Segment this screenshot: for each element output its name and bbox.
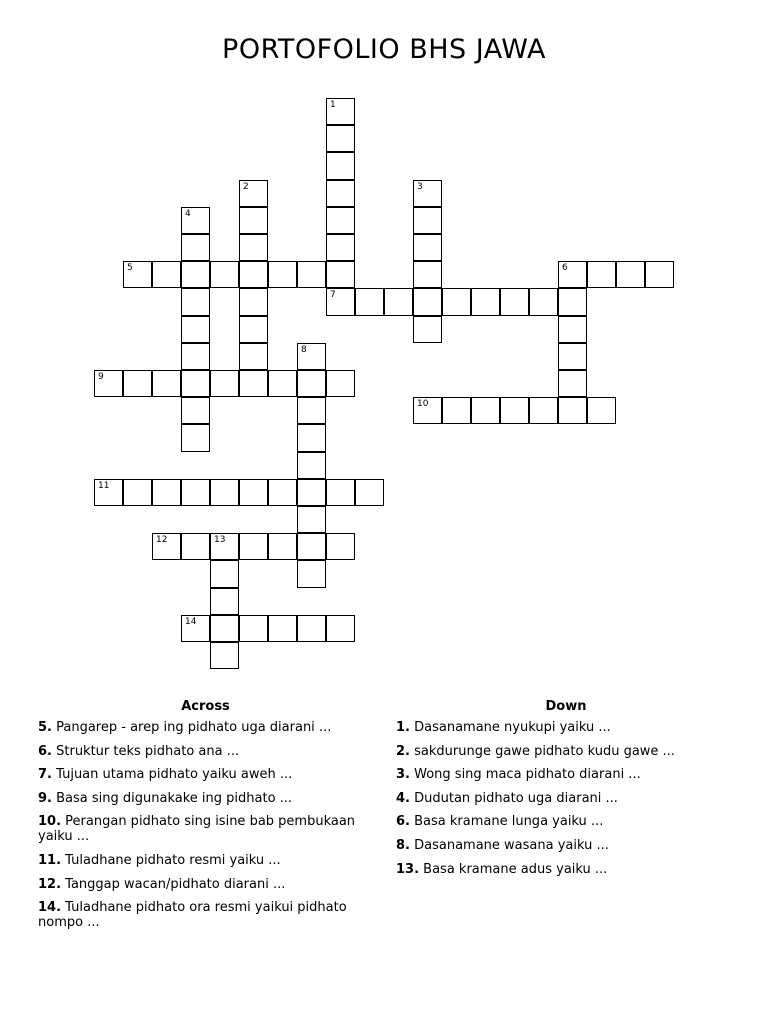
grid-cell[interactable] [239,180,268,207]
clue-down-3 [396,767,736,782]
grid-cell[interactable] [210,533,239,560]
clue-across-12 [38,877,373,892]
grid-cell[interactable] [413,316,442,343]
grid-cell[interactable] [239,533,268,560]
grid-cell[interactable] [239,479,268,506]
grid-cell[interactable] [558,370,587,397]
grid-cell[interactable] [326,207,355,234]
grid-cell[interactable] [384,288,413,315]
grid-cell[interactable] [326,125,355,152]
clue-across-7 [38,767,373,782]
clue-number: 8. [396,837,410,853]
cell-number: 2 [243,181,249,192]
grid-cell[interactable] [442,288,471,315]
grid-cell[interactable] [587,261,616,288]
grid-cell[interactable] [181,615,210,642]
grid-cell[interactable] [326,533,355,560]
grid-cell[interactable] [94,479,123,506]
grid-cell[interactable] [326,152,355,179]
clue-number: 6. [38,743,52,759]
clue-number: 13. [396,861,420,877]
grid-cell[interactable] [181,397,210,424]
grid-cell[interactable] [558,316,587,343]
grid-cell[interactable] [123,370,152,397]
grid-cell[interactable] [413,234,442,261]
grid-cell[interactable] [558,343,587,370]
down-heading: Down [545,699,587,714]
clue-down-2 [396,744,736,759]
cell-number: 1 [330,100,336,110]
grid-cell[interactable] [239,261,268,288]
cell-number: 6 [562,263,568,274]
cell-number: 7 [330,290,336,301]
cell-number: 13 [214,535,226,546]
clue-text: Tuladhane pidhato resmi yaiku ... [65,852,281,868]
grid-cell[interactable] [152,261,181,288]
clue-text: Basa kramane lunga yaiku ... [414,814,604,830]
grid-cell[interactable] [297,452,326,479]
grid-cell[interactable] [355,288,384,315]
grid-cell[interactable] [413,288,442,315]
grid-cell[interactable] [326,234,355,261]
clue-number: 12. [38,876,62,892]
clue-text: Tanggap wacan/pidhato diarani ... [65,876,286,892]
grid-cell[interactable] [210,479,239,506]
grid-cell[interactable] [558,288,587,315]
grid-cell[interactable] [558,261,587,288]
grid-cell[interactable] [210,560,239,587]
grid-cell[interactable] [268,479,297,506]
grid-cell[interactable] [297,343,326,370]
clue-down-8 [396,838,736,853]
grid-cell[interactable] [268,615,297,642]
grid-cell[interactable] [326,615,355,642]
page-title: PORTOFOLIO BHS JAWA [222,34,546,65]
grid-cell[interactable] [268,261,297,288]
grid-cell[interactable] [529,397,558,424]
grid-cell[interactable] [210,370,239,397]
grid-cell[interactable] [529,288,558,315]
grid-cell[interactable] [210,588,239,615]
clue-text: Pangarep - arep ing pidhato uga diarani ... [56,720,332,735]
grid-cell[interactable] [181,533,210,560]
cell-number: 12 [156,535,168,546]
grid-cell[interactable] [239,370,268,397]
grid-cell[interactable] [413,180,442,207]
grid-cell[interactable] [123,479,152,506]
grid-cell[interactable] [500,397,529,424]
grid-cell[interactable] [616,261,645,288]
clue-across-14 [38,900,373,930]
clue-number: 5. [38,720,52,735]
clue-number: 14. [38,900,62,916]
grid-cell[interactable] [181,207,210,234]
cell-number: 5 [127,263,133,274]
grid-cell[interactable] [297,533,326,560]
grid-cell[interactable] [326,479,355,506]
clue-text: Perangan pidhato sing isine bab pembukaan yaiku ... [38,814,356,845]
grid-cell[interactable] [297,615,326,642]
clue-number: 4. [396,790,410,806]
across-clues [38,699,373,939]
grid-cell[interactable] [326,288,355,315]
clue-text: Tuladhane pidhato ora resmi yaikui pidhato nompo ... [38,900,347,931]
clue-number: 10. [38,814,62,830]
grid-cell[interactable] [558,397,587,424]
grid-cell[interactable] [239,288,268,315]
clue-down-13 [396,862,736,877]
clue-number: 3. [396,767,410,783]
clue-text: Wong sing maca pidhato diarani ... [414,767,641,783]
grid-cell[interactable] [123,261,152,288]
grid-cell[interactable] [587,397,616,424]
grid-cell[interactable] [326,98,355,125]
clue-down-4 [396,791,736,806]
grid-cell[interactable] [94,370,123,397]
clue-number: 1. [396,720,410,735]
down-clues [396,699,736,885]
clue-down-6 [396,814,736,829]
cell-number: 3 [417,181,423,192]
clue-number: 9. [38,790,52,806]
clue-number: 2. [396,743,410,759]
grid-cell[interactable] [297,506,326,533]
grid-cell[interactable] [210,261,239,288]
grid-cell[interactable] [152,479,181,506]
grid-cell[interactable] [471,288,500,315]
clue-text: Tujuan utama pidhato yaiku aweh ... [56,767,293,783]
cell-number: 11 [98,480,110,491]
clue-text: Basa kramane adus yaiku ... [423,861,608,877]
clue-number: 7. [38,767,52,783]
clue-number: 11. [38,852,62,868]
grid-cell[interactable] [181,479,210,506]
cell-number: 4 [185,208,191,219]
clue-across-9 [38,791,373,806]
grid-cell[interactable] [297,560,326,587]
grid-cell[interactable] [413,261,442,288]
grid-cell[interactable] [181,234,210,261]
grid-cell[interactable] [239,615,268,642]
grid-cell[interactable] [297,370,326,397]
grid-cell[interactable] [152,370,181,397]
clue-across-10 [38,814,373,844]
cell-number: 9 [98,372,104,382]
grid-cell[interactable] [297,261,326,288]
grid-cell[interactable] [645,261,674,288]
grid-cell[interactable] [268,533,297,560]
cell-number: 10 [417,399,429,410]
grid-cell[interactable] [297,397,326,424]
grid-cell[interactable] [326,261,355,288]
grid-cell[interactable] [471,397,500,424]
grid-cell[interactable] [355,479,384,506]
grid-cell[interactable] [239,343,268,370]
grid-cell[interactable] [326,370,355,397]
clue-text: Basa sing digunakake ing pidhato ... [56,790,293,806]
clue-number: 6. [396,814,410,830]
grid-cell[interactable] [413,207,442,234]
clue-text: Dudutan pidhato uga diarani ... [414,790,618,806]
grid-cell[interactable] [181,261,210,288]
grid-cell[interactable] [152,533,181,560]
clue-text: Dasanamane wasana yaiku ... [414,837,609,853]
cell-number: 8 [301,344,307,355]
grid-cell[interactable] [268,370,297,397]
clue-text: sakdurunge gawe pidhato kudu gawe ... [414,743,675,759]
grid-cell[interactable] [239,316,268,343]
grid-cell[interactable] [413,397,442,424]
grid-cell[interactable] [500,288,529,315]
grid-cell[interactable] [210,615,239,642]
grid-cell[interactable] [181,343,210,370]
grid-cell[interactable] [181,316,210,343]
clue-text: Dasanamane nyukupi yaiku ... [414,720,611,735]
across-heading: Across [181,699,230,714]
grid-cell[interactable] [326,180,355,207]
grid-cell[interactable] [210,642,239,669]
grid-cell[interactable] [239,234,268,261]
grid-cell[interactable] [181,424,210,451]
grid-cell[interactable] [239,207,268,234]
clue-across-6 [38,744,373,759]
cell-number: 14 [185,616,197,627]
grid-cell[interactable] [181,288,210,315]
grid-cell[interactable] [181,370,210,397]
clue-text: Struktur teks pidhato ana ... [56,743,240,759]
clue-across-5 [38,720,373,735]
clue-down-1 [396,720,736,735]
grid-cell[interactable] [297,479,326,506]
grid-cell[interactable] [442,397,471,424]
clue-across-11 [38,853,373,868]
grid-cell[interactable] [297,424,326,451]
